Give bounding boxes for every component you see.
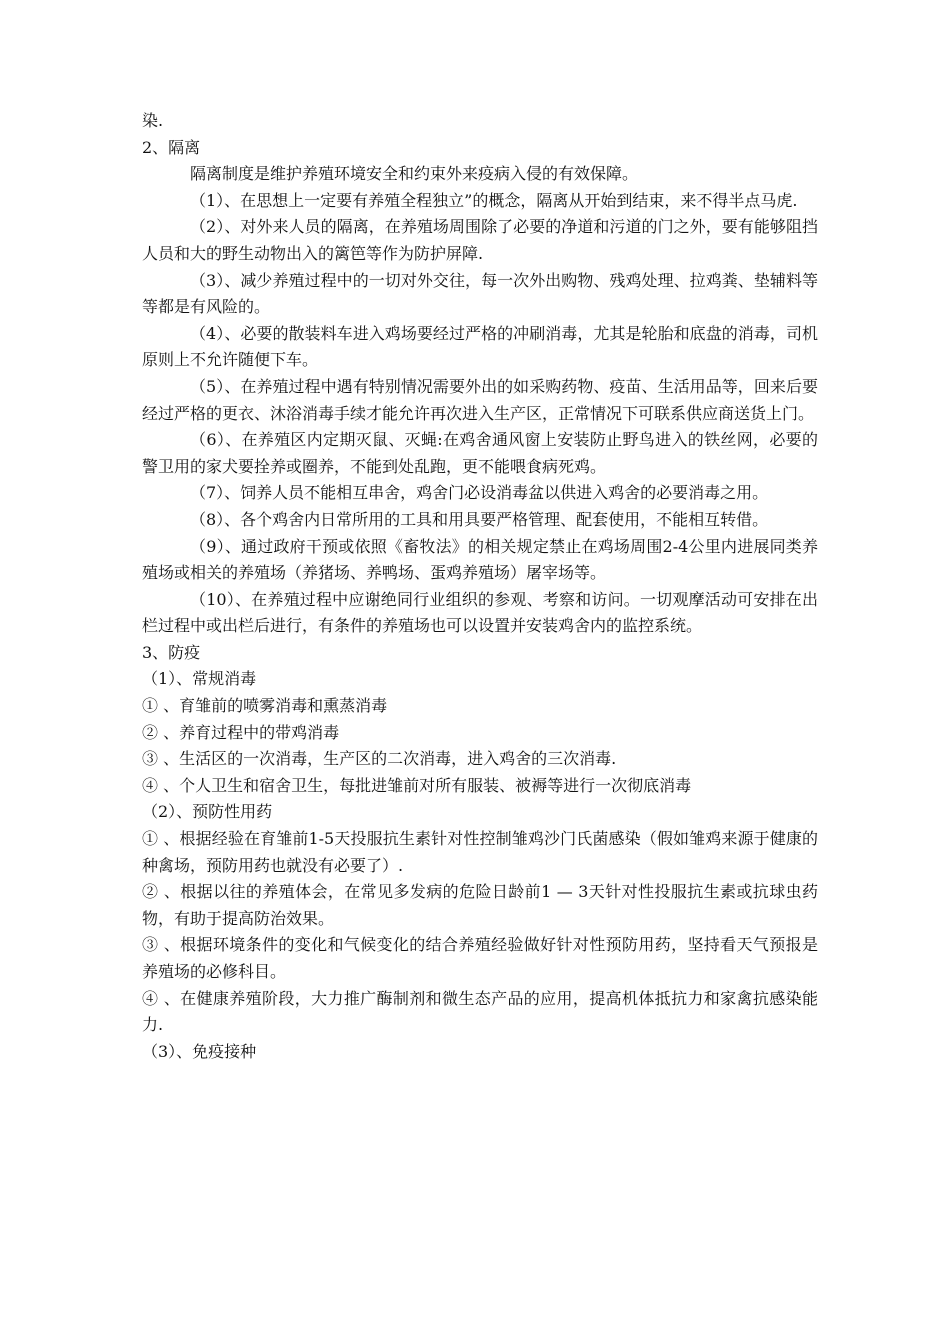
subsection-heading-preventive-medication: （2）、预防性用药 xyxy=(142,802,273,822)
medication-item-2: ② 、根据以往的养殖体会，在常见多发病的危险日龄前1 — 3天针对性投服抗生素或抗球虫药物，有助于提高防治效果。 xyxy=(142,882,818,928)
isolation-item-8: （8）、各个鸡舍内日常所用的工具和用具要严格管理、配套使用，不能相互转借。 xyxy=(190,509,769,529)
isolation-item-3: （3）、减少养殖过程中的一切对外交往，每一次外出购物、残鸡处理、拉鸡粪、垫辅料等等都是有风险的。 xyxy=(142,270,818,317)
isolation-item-10: （10）、在养殖过程中应谢绝同行业组织的参观、考察和访问。一切观摩活动可安排在出栏过程中或出栏后进行，有条件的养殖场也可以设置并安装鸡舍内的监控系统。 xyxy=(142,589,818,636)
document-page xyxy=(142,108,818,1065)
section-heading-epidemic-prevention: 3、防疫 xyxy=(142,642,201,662)
isolation-item-9: （9）、通过政府干预或依照《畜牧法》的相关规定禁止在鸡场周围2-4公里内进展同类养殖场或相关的养殖场（养猪场、养鸭场、蛋鸡养殖场）屠宰场等。 xyxy=(142,536,818,583)
disinfection-item-1: ① 、育雏前的喷雾消毒和熏蒸消毒 xyxy=(142,696,388,716)
disinfection-item-2: ② 、养育过程中的带鸡消毒 xyxy=(142,722,340,742)
subsection-heading-disinfection: （1）、常规消毒 xyxy=(142,669,257,689)
disinfection-item-4: ④ 、个人卫生和宿舍卫生，每批进雏前对所有服装、被褥等进行一次彻底消毒 xyxy=(142,775,692,795)
isolation-item-1: （1）、在思想上一定要有养殖全程独立”的概念，隔离从开始到结束，来不得半点马虎. xyxy=(190,190,798,210)
isolation-item-2: （2）、对外来人员的隔离，在养殖场周围除了必要的净道和污道的门之外，要有能够阻挡人员和大的野生动物出入的篱笆等作为防护屏障. xyxy=(142,217,818,263)
section-intro: 隔离制度是维护养殖环境安全和约束外来疫病入侵的有效保障。 xyxy=(190,164,639,184)
lead-fragment: 染. xyxy=(142,111,164,130)
medication-item-3: ③ 、根据环境条件的变化和气候变化的结合养殖经验做好针对性预防用药，坚持看天气预报是养殖场的必修科目。 xyxy=(142,935,818,981)
isolation-item-7: （7）、饲养人员不能相互串舍，鸡舍门必设消毒盆以供进入鸡舍的必要消毒之用。 xyxy=(190,483,769,503)
isolation-item-6: （6）、在养殖区内定期灭鼠、灭蝇:在鸡舍通风窗上安装防止野鸟进入的铁丝网，必要的警卫用的家犬要拴养或圈养，不能到处乱跑，更不能喂食病死鸡。 xyxy=(142,430,818,476)
disinfection-item-3: ③ 、生活区的一次消毒，生产区的二次消毒，进入鸡舍的三次消毒. xyxy=(142,749,617,769)
isolation-item-5: （5）、在养殖过程中遇有特别情况需要外出的如采购药物、疫苗、生活用品等，回来后要经过严格的更衣、沐浴消毒手续才能允许再次进入生产区，正常情况下可联系供应商送货上门。 xyxy=(142,376,818,423)
subsection-heading-immunization: （3）、免疫接种 xyxy=(142,1041,257,1061)
medication-item-4: ④ 、在健康养殖阶段，大力推广酶制剂和微生态产品的应用，提高机体抵抗力和家禽抗感染能力. xyxy=(142,988,818,1035)
medication-item-1: ① 、根据经验在育雏前1-5天投服抗生素针对性控制雏鸡沙门氏菌感染（假如雏鸡来源于健康的种禽场，预防用药也就没有必要了）. xyxy=(142,829,818,875)
section-heading-isolation: 2、隔离 xyxy=(142,137,201,157)
isolation-item-4: （4）、必要的散装料车进入鸡场要经过严格的冲刷消毒，尤其是轮胎和底盘的消毒，司机原则上不允许随便下车。 xyxy=(142,323,818,370)
